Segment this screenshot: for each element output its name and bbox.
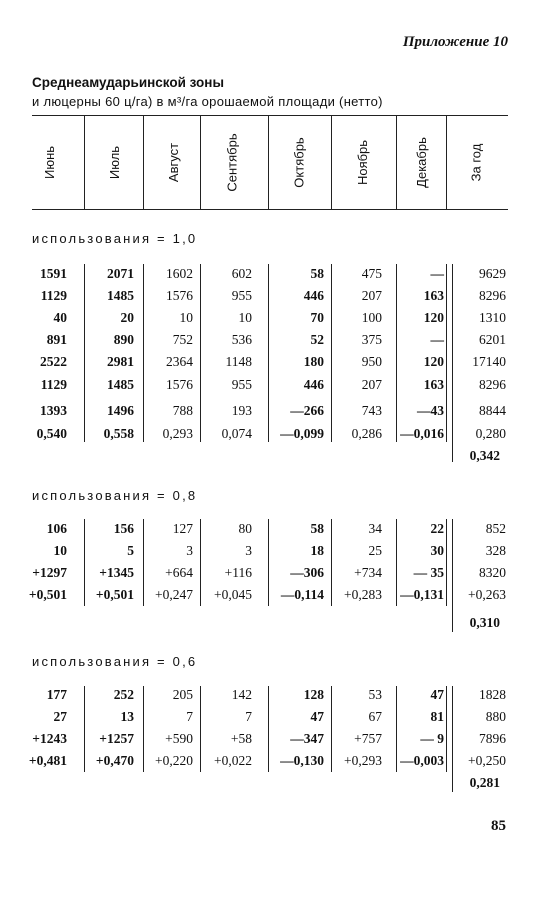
table-cell: 3	[245, 543, 252, 558]
table-cell: — 9	[420, 731, 444, 746]
column-separator	[143, 519, 144, 606]
table-cell: +0,263	[468, 587, 506, 602]
table-cell: +757	[354, 731, 382, 746]
table-cell: 1310	[479, 310, 506, 325]
column-separator	[331, 519, 332, 606]
table-cell: 100	[361, 310, 382, 325]
table-cell: 127	[172, 521, 193, 536]
table-cell: 0,293	[162, 426, 193, 441]
table-cell: 2364	[166, 354, 193, 369]
table-cell: 34	[368, 521, 382, 536]
table-cell: +0,247	[155, 587, 193, 602]
table-cell: 1828	[479, 687, 506, 702]
table-cell: 2522	[40, 354, 67, 369]
table-cell: 5	[127, 543, 134, 558]
table-cell: 1602	[166, 266, 193, 281]
table-cell: 58	[310, 521, 324, 536]
table-cell: +0,293	[344, 753, 382, 768]
annual-extra-value: 0,342	[469, 448, 500, 463]
table-cell: 852	[485, 521, 506, 536]
table-cell: 18	[310, 543, 324, 558]
table-cell: 8844	[479, 403, 506, 418]
column-separator	[268, 264, 269, 442]
table-cell: 58	[310, 266, 324, 281]
table-cell: +58	[230, 731, 252, 746]
section-title: использования = 0,8	[32, 488, 198, 503]
table-cell: 207	[361, 288, 382, 303]
table-cell: —	[430, 332, 444, 347]
table-cell: 142	[231, 687, 252, 702]
column-separator	[143, 686, 144, 772]
table-cell: 890	[113, 332, 134, 347]
table-cell: —266	[290, 403, 324, 418]
column-header-label: Июнь	[42, 145, 58, 179]
table-cell: 788	[172, 403, 193, 418]
header-column-separator	[200, 115, 201, 209]
table-cell: —	[430, 266, 444, 281]
header-column-separator	[446, 115, 447, 209]
table-cell: 955	[231, 288, 252, 303]
section-title: использования = 1,0	[32, 231, 198, 246]
table-cell: 0,540	[36, 426, 67, 441]
column-header-label: Сентябрь	[224, 132, 240, 192]
table-cell: 163	[423, 377, 444, 392]
column-separator	[331, 686, 332, 772]
column-separator	[200, 519, 201, 606]
table-cell: +0,022	[214, 753, 252, 768]
table-cell: +1345	[99, 565, 134, 580]
table-cell: 128	[303, 687, 324, 702]
table-cell: 7896	[479, 731, 506, 746]
table-cell: 1129	[40, 377, 67, 392]
table-cell: 252	[113, 687, 134, 702]
table-heading-line1: Среднеамударьинской зоны	[32, 75, 224, 90]
table-cell: 22	[430, 521, 444, 536]
table-cell: 120	[423, 310, 444, 325]
table-cell: 205	[172, 687, 193, 702]
column-separator	[396, 686, 397, 772]
column-header-label: Август	[166, 142, 182, 182]
table-cell: —0,130	[280, 753, 324, 768]
header-column-separator	[268, 115, 269, 209]
table-cell: 81	[430, 709, 444, 724]
table-cell: 955	[231, 377, 252, 392]
table-cell: 446	[303, 288, 324, 303]
column-separator	[84, 519, 85, 606]
column-separator	[452, 264, 453, 462]
table-cell: 1576	[166, 377, 193, 392]
table-cell: 120	[423, 354, 444, 369]
table-cell: +734	[354, 565, 382, 580]
table-cell: 6201	[479, 332, 506, 347]
table-cell: +0,481	[28, 753, 67, 768]
header-bottom-rule	[32, 209, 508, 210]
column-separator	[143, 264, 144, 442]
table-cell: 1485	[107, 377, 134, 392]
table-cell: 180	[303, 354, 324, 369]
column-separator	[268, 519, 269, 606]
table-cell: 207	[361, 377, 382, 392]
table-cell: 193	[231, 403, 252, 418]
column-separator	[396, 519, 397, 606]
table-cell: +0,470	[95, 753, 134, 768]
column-separator	[446, 264, 447, 442]
table-cell: —306	[290, 565, 324, 580]
table-cell: —0,003	[400, 753, 444, 768]
table-cell: 20	[120, 310, 134, 325]
table-heading-line2: и люцерны 60 ц/га) в м³/га орошаемой площади (нетто)	[32, 94, 383, 109]
table-cell: 1129	[40, 288, 67, 303]
table-cell: 375	[361, 332, 382, 347]
table-cell: 1496	[107, 403, 134, 418]
column-header	[30, 115, 70, 209]
table-cell: 67	[368, 709, 382, 724]
table-cell: 10	[238, 310, 252, 325]
table-cell: 1393	[40, 403, 67, 418]
table-cell: 752	[172, 332, 193, 347]
table-cell: 8296	[479, 377, 506, 392]
column-header-label: За год	[468, 143, 484, 181]
table-cell: 70	[310, 310, 324, 325]
column-separator	[84, 264, 85, 442]
table-cell: +0,220	[155, 753, 193, 768]
table-cell: 446	[303, 377, 324, 392]
table-cell: +0,250	[468, 753, 506, 768]
table-cell: 1576	[166, 288, 193, 303]
column-separator	[446, 519, 447, 606]
column-separator	[396, 264, 397, 442]
table-cell: —0,099	[280, 426, 324, 441]
table-cell: +0,501	[28, 587, 67, 602]
table-cell: 7	[186, 709, 193, 724]
table-cell: +664	[165, 565, 193, 580]
column-separator	[331, 264, 332, 442]
table-cell: 0,558	[103, 426, 134, 441]
column-header	[401, 115, 441, 209]
table-cell: +0,045	[214, 587, 252, 602]
page-number: 85	[491, 818, 506, 834]
column-separator	[446, 686, 447, 772]
appendix-label: Приложение 10	[402, 34, 508, 50]
table-cell: 475	[361, 266, 382, 281]
table-cell: 9629	[479, 266, 506, 281]
header-column-separator	[84, 115, 85, 209]
column-header-label: Октябрь	[291, 136, 307, 188]
table-cell: 25	[368, 543, 382, 558]
table-cell: 2071	[107, 266, 134, 281]
table-cell: 602	[231, 266, 252, 281]
column-separator	[268, 686, 269, 772]
header-column-separator	[396, 115, 397, 209]
table-cell: +116	[224, 565, 252, 580]
table-cell: 8320	[479, 565, 506, 580]
table-cell: +0,283	[344, 587, 382, 602]
column-header	[154, 115, 194, 209]
table-cell: 52	[310, 332, 324, 347]
annual-extra-value: 0,281	[469, 775, 500, 790]
table-cell: —347	[290, 731, 324, 746]
table-cell: 743	[361, 403, 382, 418]
table-cell: 0,280	[475, 426, 506, 441]
table-cell: +1297	[32, 565, 67, 580]
table-cell: 7	[245, 709, 252, 724]
table-cell: 1591	[40, 266, 67, 281]
column-header	[95, 115, 135, 209]
table-cell: 47	[430, 687, 444, 702]
table-cell: 950	[361, 354, 382, 369]
column-separator	[84, 686, 85, 772]
table-cell: — 35	[413, 565, 444, 580]
column-separator	[200, 686, 201, 772]
table-cell: +1257	[99, 731, 134, 746]
table-cell: 30	[430, 543, 444, 558]
table-cell: 10	[53, 543, 67, 558]
table-cell: +590	[165, 731, 193, 746]
column-separator	[452, 686, 453, 792]
table-cell: 0,074	[221, 426, 252, 441]
table-cell: 156	[113, 521, 134, 536]
table-cell: —0,131	[400, 587, 444, 602]
table-cell: 177	[46, 687, 67, 702]
table-cell: 17140	[472, 354, 506, 369]
header-column-separator	[331, 115, 332, 209]
annual-extra-value: 0,310	[469, 615, 500, 630]
table-cell: 8296	[479, 288, 506, 303]
table-cell: 106	[46, 521, 67, 536]
table-cell: 880	[485, 709, 506, 724]
header-column-separator	[143, 115, 144, 209]
table-cell: 13	[120, 709, 134, 724]
table-cell: —43	[417, 403, 444, 418]
column-header	[279, 115, 319, 209]
column-separator	[200, 264, 201, 442]
column-header	[212, 115, 252, 209]
column-separator	[452, 519, 453, 632]
table-cell: +1243	[32, 731, 67, 746]
table-cell: 47	[310, 709, 324, 724]
table-cell: 1485	[107, 288, 134, 303]
table-cell: 27	[53, 709, 67, 724]
table-cell: 1148	[225, 354, 252, 369]
table-cell: 2981	[107, 354, 134, 369]
table-cell: 0,286	[351, 426, 382, 441]
table-cell: 80	[238, 521, 252, 536]
column-header	[343, 115, 383, 209]
table-cell: —0,114	[280, 587, 324, 602]
table-cell: 53	[368, 687, 382, 702]
column-header	[456, 115, 496, 209]
column-header-label: Июль	[107, 145, 123, 179]
table-cell: 891	[46, 332, 67, 347]
column-header-label: Декабрь	[413, 136, 429, 188]
table-cell: —0,016	[400, 426, 444, 441]
table-cell: 10	[179, 310, 193, 325]
table-cell: 536	[231, 332, 252, 347]
table-cell: 163	[423, 288, 444, 303]
table-cell: 328	[485, 543, 506, 558]
table-cell: 40	[53, 310, 67, 325]
table-cell: +0,501	[95, 587, 134, 602]
section-title: использования = 0,6	[32, 654, 198, 669]
column-header-label: Ноябрь	[355, 139, 371, 185]
table-cell: 3	[186, 543, 193, 558]
